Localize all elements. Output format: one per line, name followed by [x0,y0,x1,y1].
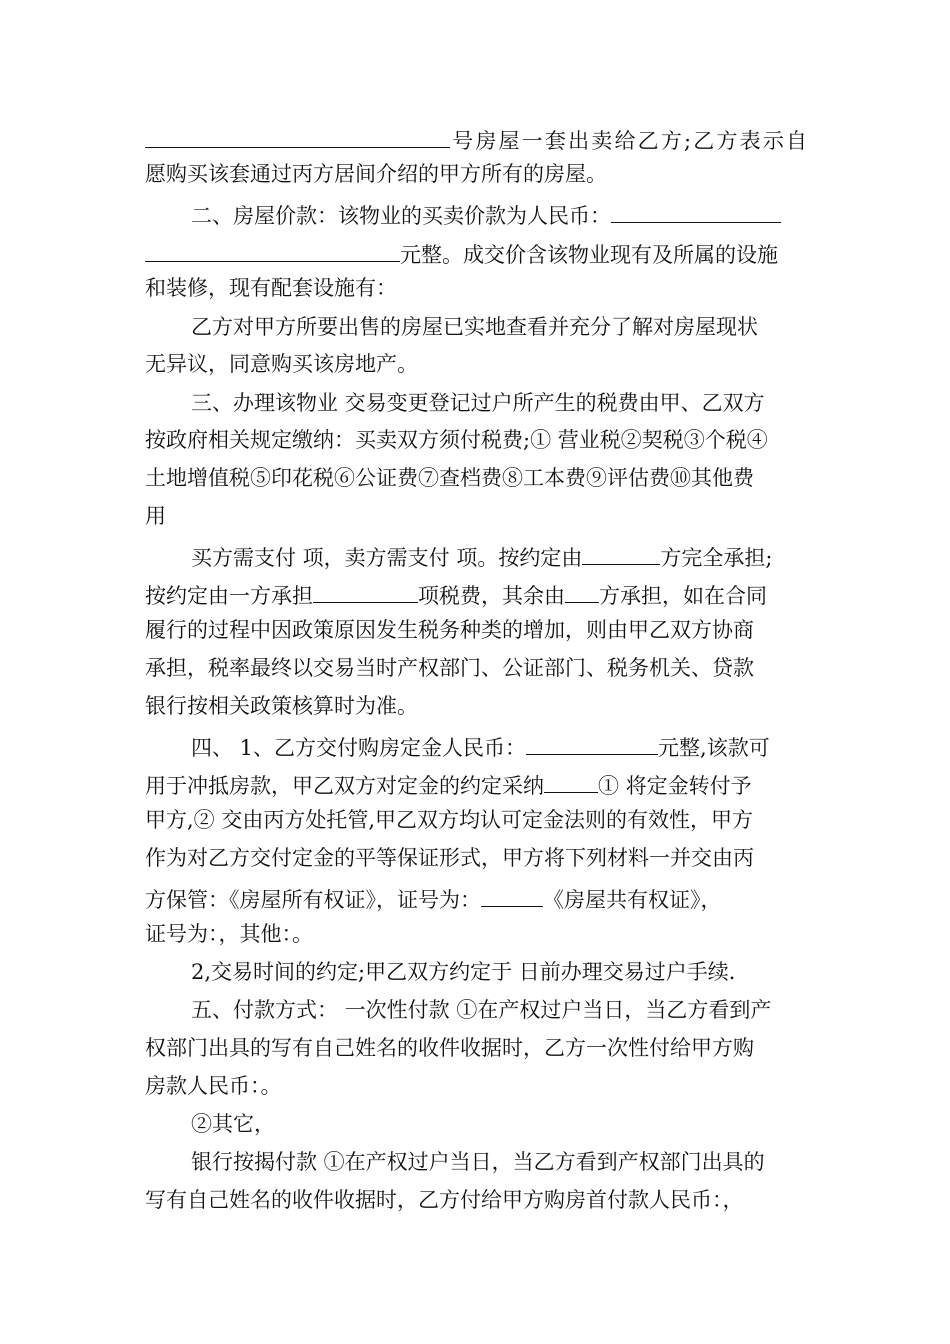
blank-field [526,734,658,755]
paragraph-line: 按政府相关规定缴纳：买卖双方须付税费;① 营业税②契税③个税④ [145,428,768,452]
line-text: 按约定由一方承担 [145,583,313,608]
line-text: 元整,该款可 [658,735,770,760]
line-text: ① 将定金转付予 [598,773,752,798]
paragraph-line [145,772,752,797]
paragraph-line: 愿购买该套通过丙方居间介绍的甲方所有的房屋。 [145,162,607,186]
paragraph-line: 用 [145,504,166,528]
paragraph-line: 2,交易时间的约定;甲乙双方约定于 日前办理交易过户手续. [191,960,736,984]
paragraph-line [191,202,781,227]
paragraph-line: 土地增值税⑤印花税⑥公证费⑦查档费⑧工本费⑨评估费⑩其他费 [145,466,754,490]
line-text: 方保管：《房屋所有权证》，证号为： [145,887,481,912]
blank-field [582,544,660,565]
paragraph-line [145,582,767,607]
blank-field [313,582,418,603]
line-text: 四、 1、乙方交付购房定金人民币： [191,735,527,760]
paragraph-line: 甲方,② 交由丙方处托管,甲乙双方均认可定金法则的有效性，甲方 [145,808,754,832]
paragraph-line [191,544,772,569]
paragraph-line: 承担，税率最终以交易当时产权部门、公证部门、税务机关、贷款 [145,656,754,680]
paragraph-line: 权部门出具的写有自己姓名的收件收据时，乙方一次性付给甲方购 [145,1036,754,1060]
paragraph-line: 五、付款方式： 一次性付款 ①在产权过户当日，当乙方看到产 [191,998,772,1022]
paragraph-line: 银行按相关政策核算时为准。 [145,694,418,718]
paragraph-line: 和装修，现有配套设施有： [145,276,397,300]
paragraph-line: 证号为：，其他：。 [145,922,313,946]
paragraph-line [145,886,722,911]
paragraph-line: 乙方对甲方所要出售的房屋已实地查看并充分了解对房屋现状 [191,315,758,339]
paragraph-line: 履行的过程中因政策原因发生税务种类的增加，则由甲乙双方协商 [145,618,754,642]
blank-field [145,241,400,262]
blank-field [565,582,599,603]
line-text: 方完全承担; [660,545,773,570]
paragraph-line: 房款人民币：。 [145,1074,282,1098]
line-text: 元整。成交价含该物业现有及所属的设施 [400,242,778,267]
blank-field [145,127,450,148]
line-text: 项税费，其余由 [418,583,565,608]
paragraph-line: 无异议，同意购买该房地产。 [145,352,418,376]
line-text: 买方需支付 项，卖方需支付 项。按约定由 [191,545,583,570]
line-text: 方承担，如在合同 [599,583,767,608]
paragraph-line [145,241,778,266]
line-text: 用于冲抵房款，甲乙双方对定金的约定采纳 [145,773,544,798]
line-text: 号房屋一套出卖给乙方;乙方表示自 [450,128,807,153]
paragraph-line [191,734,770,759]
paragraph-line: ②其它， [191,1112,275,1136]
blank-field [611,202,781,223]
paragraph-line: 银行按揭付款 ①在产权过户当日，当乙方看到产权部门出具的 [191,1150,765,1174]
paragraph-line: 三、办理该物业 交易变更登记过户所产生的税费由甲、乙双方 [191,391,765,415]
paragraph-line [145,127,807,152]
line-text: 《房屋共有权证》， [543,887,722,912]
line-text: 二、房屋价款：该物业的买卖价款为人民币： [191,203,611,228]
paragraph-line: 写有自己姓名的收件收据时，乙方付给甲方购房首付款人民币：， [145,1188,744,1212]
blank-field [544,772,598,793]
paragraph-line: 作为对乙方交付定金的平等保证形式，甲方将下列材料一并交由丙 [145,846,754,870]
blank-field [481,886,543,907]
